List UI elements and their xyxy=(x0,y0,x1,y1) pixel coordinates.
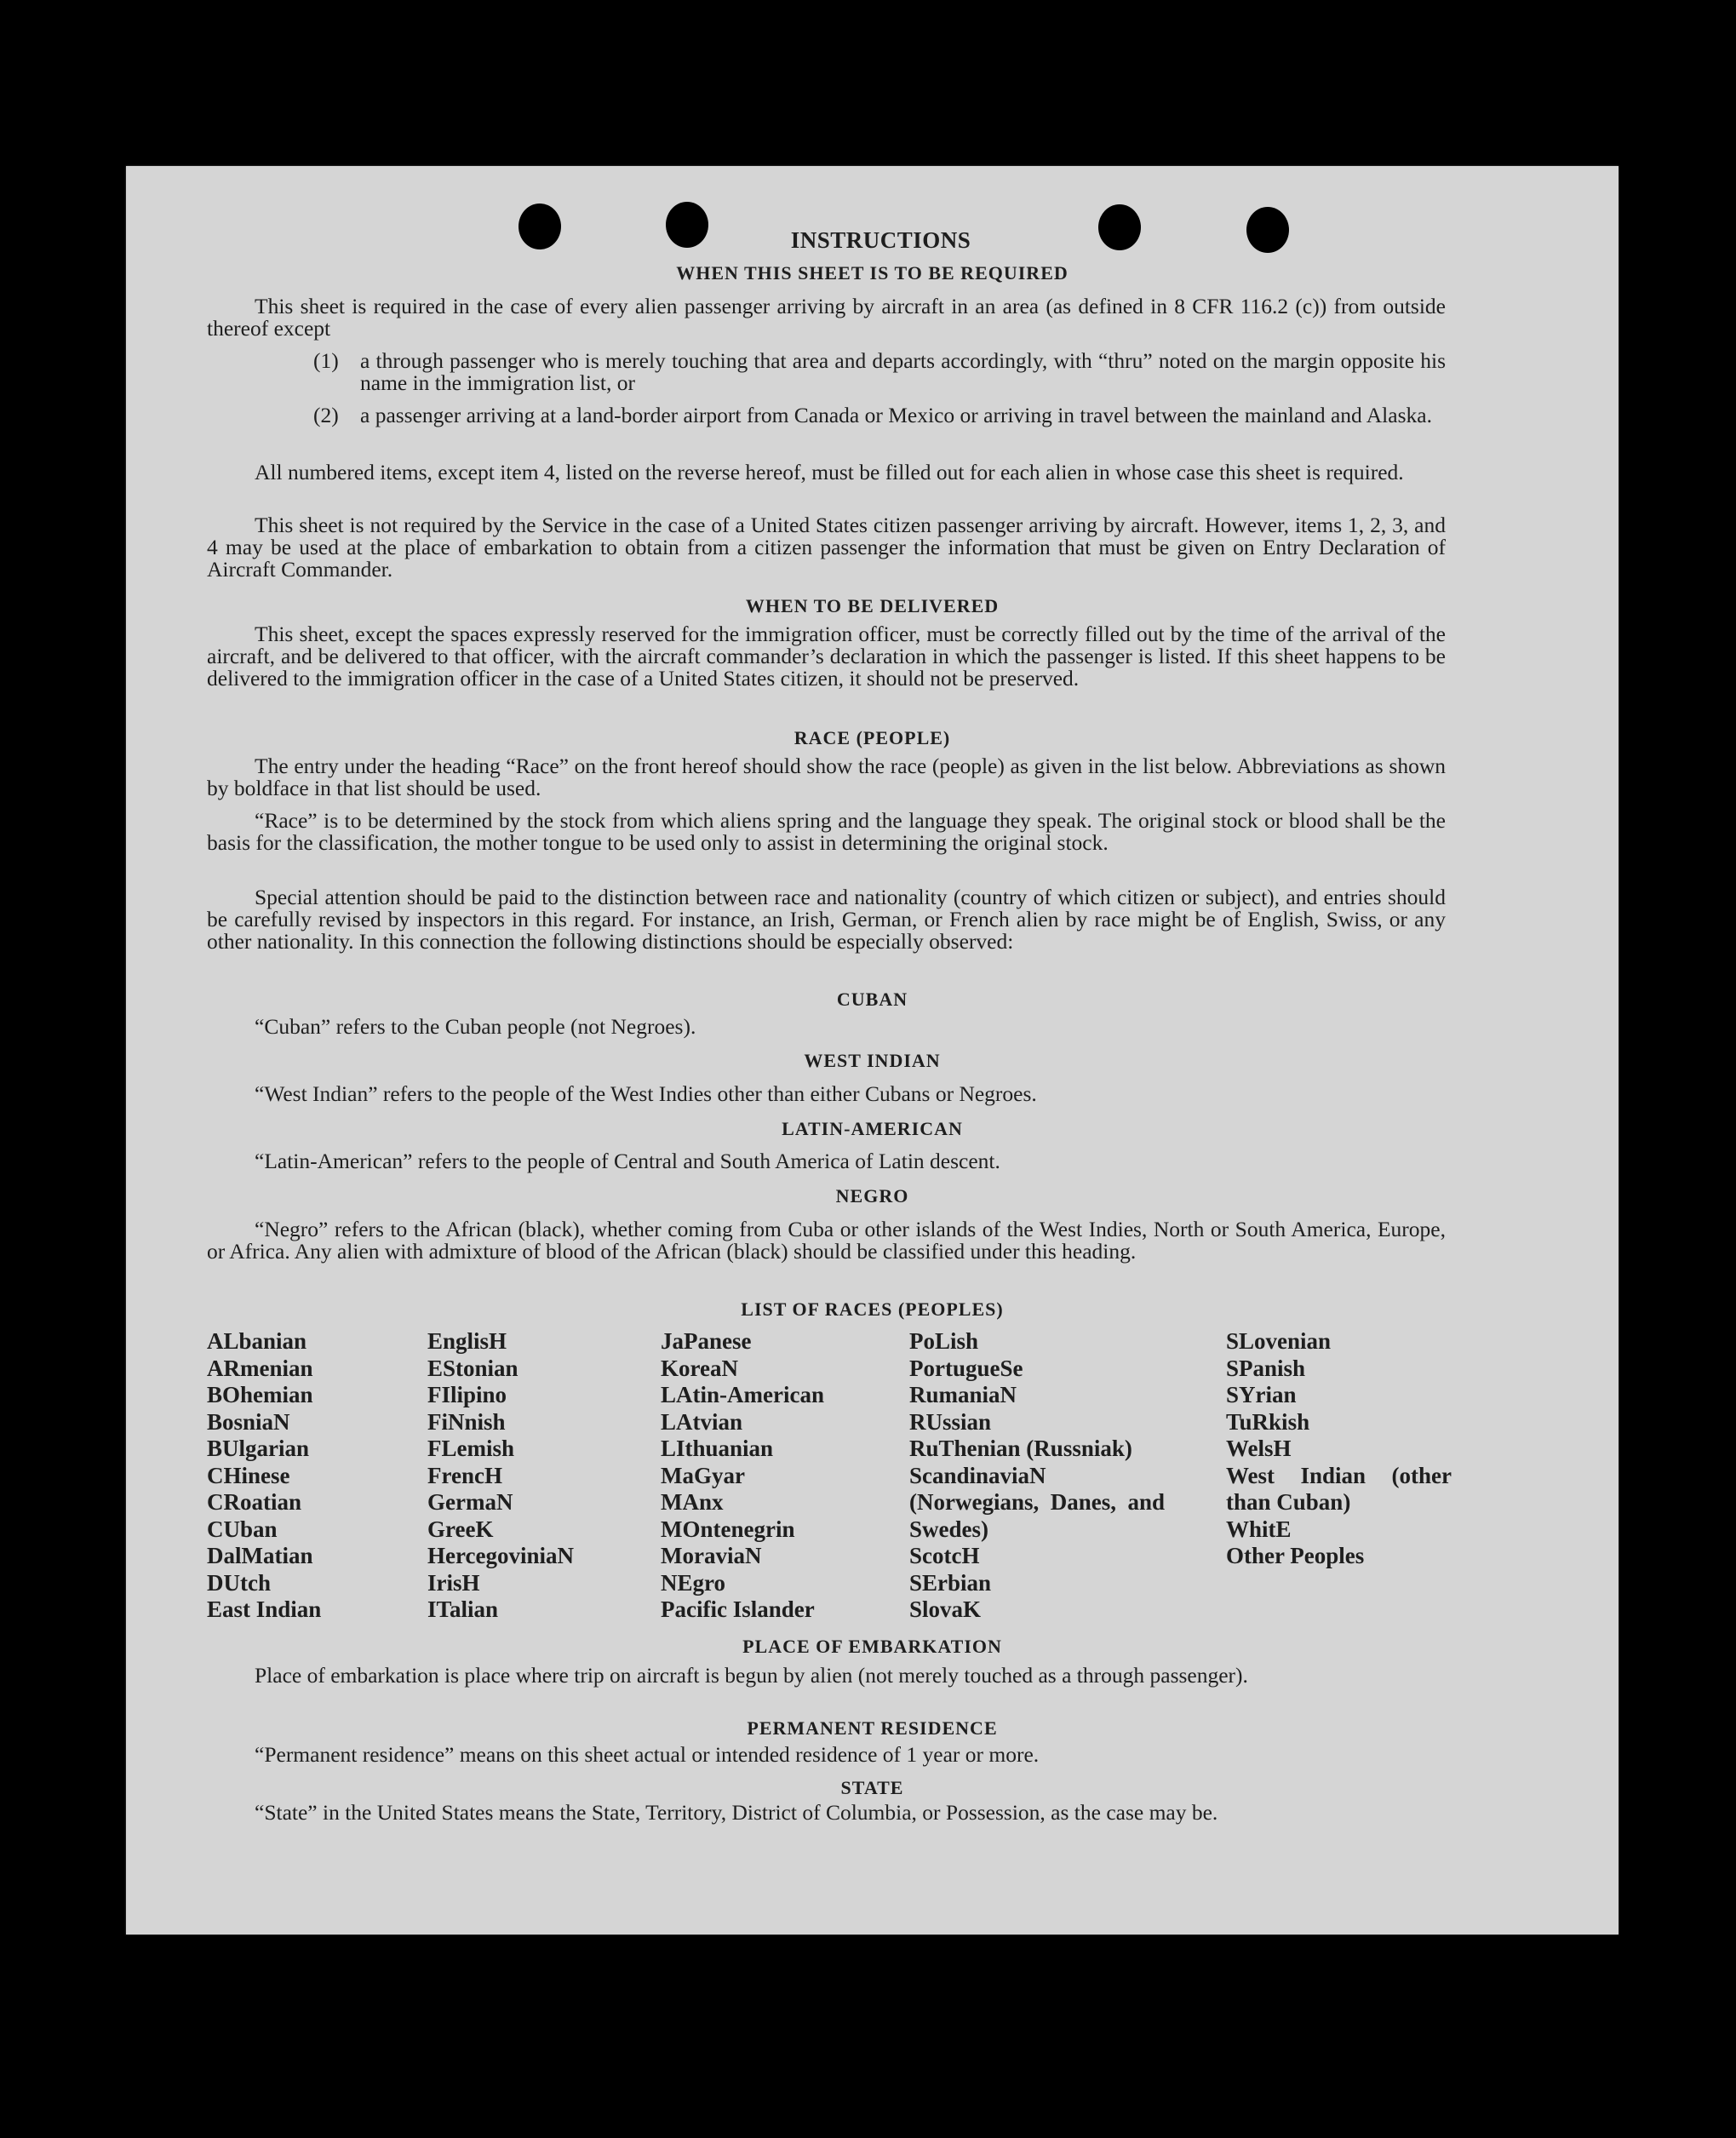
race-item: ScandinaviaN (Norwegians, Danes, and Swedes) xyxy=(909,1462,1165,1542)
race-item: BUlgarian xyxy=(207,1436,310,1461)
paragraph: “West Indian” refers to the people of the West Indies other than either Cubans or Negroes. xyxy=(255,1081,1037,1106)
race-item: SPanish xyxy=(1226,1355,1306,1381)
section-title-west-indian: WEST INDIAN xyxy=(804,1050,941,1071)
section-title-when-delivered: WHEN TO BE DELIVERED xyxy=(745,595,1000,616)
race-item: SErbian xyxy=(909,1569,992,1596)
race-item: LAtin-American xyxy=(661,1382,824,1407)
paragraph: This sheet is required in the case of every alien passenger arriving by aircraft in an area (as defined in 8 CFR 116.2 (c)) from outside thereof except xyxy=(207,294,1446,341)
race-item: BOhemian xyxy=(207,1382,313,1407)
race-item: GreeK xyxy=(427,1516,494,1542)
paragraph: “State” in the United States means the State, Territory, District of Columbia, or Possession, as the case may be. xyxy=(255,1800,1218,1825)
section-title-race: RACE (PEOPLE) xyxy=(794,727,951,748)
list-item-number: (1) xyxy=(313,348,339,373)
race-item: RuThenian (Russniak) xyxy=(909,1436,1132,1461)
race-item: PoLish xyxy=(909,1328,979,1354)
section-title-cuban: CUBAN xyxy=(836,989,908,1010)
list-item-number: (2) xyxy=(313,403,339,427)
race-item: Other Peoples xyxy=(1226,1543,1365,1568)
race-item: ALbanian xyxy=(207,1328,307,1354)
section-title-state: STATE xyxy=(840,1777,904,1798)
race-item: LAtvian xyxy=(661,1408,743,1435)
race-item: WelsH xyxy=(1226,1436,1292,1461)
race-item: SYrian xyxy=(1226,1382,1297,1407)
race-item: EnglisH xyxy=(427,1328,507,1354)
section-title-when-required: WHEN THIS SHEET IS TO BE REQUIRED xyxy=(676,262,1069,284)
race-item: TuRkish xyxy=(1226,1408,1310,1435)
race-item: PortugueSe xyxy=(909,1355,1023,1381)
race-item: DUtch xyxy=(207,1569,271,1596)
race-item: EStonian xyxy=(427,1355,519,1381)
race-item: JaPanese xyxy=(661,1328,752,1354)
race-item: East Indian xyxy=(207,1596,322,1622)
race-item: DalMatian xyxy=(207,1543,313,1568)
race-item: CRoatian xyxy=(207,1489,302,1515)
paragraph: “Negro” refers to the African (black), whether coming from Cuba or other islands of the West Indies, North or South America, Europe, or Africa. Any alien with admixture of blood of the African (black) should be classified under this heading. xyxy=(207,1217,1446,1264)
race-item: CHinese xyxy=(207,1462,290,1488)
paragraph: “Permanent residence” means on this sheet actual or intended residence of 1 year or more. xyxy=(255,1742,1040,1767)
race-item: MaGyar xyxy=(661,1462,745,1488)
list-item: a passenger arriving at a land-border airport from Canada or Mexico or arriving in travel between the mainland and Alaska. xyxy=(360,403,1432,427)
race-item: SLovenian xyxy=(1226,1328,1332,1354)
race-item: GermaN xyxy=(427,1489,513,1515)
race-column-3 xyxy=(661,1328,899,1624)
race-item: West Indian (other than Cuban) xyxy=(1226,1462,1452,1515)
race-item: ScotcH xyxy=(909,1543,980,1568)
section-title-permanent-residence: PERMANENT RESIDENCE xyxy=(747,1717,998,1739)
race-column-4 xyxy=(909,1328,1165,1624)
paragraph: Place of embarkation is place where trip on aircraft is begun by alien (not merely touched as a through passenger). xyxy=(255,1663,1248,1688)
paragraph: “Cuban” refers to the Cuban people (not Negroes). xyxy=(255,1014,696,1039)
race-item: Pacific Islander xyxy=(661,1596,815,1622)
paragraph: This sheet is not required by the Service in the case of a United States citizen passenger arriving by aircraft. However, items 1, 2, 3, and 4 may be used at the place of embarkation to obtain from a citizen passenger the information that must be given on Entry Declaration of Aircraft Commander. xyxy=(207,513,1446,582)
paragraph: This sheet, except the spaces expressly reserved for the immigration officer, must be correctly filled out by the time of the arrival of the aircraft, and be delivered to that officer, with the aircraft commander’s declaration in which the passenger is listed. If this sheet happens to be delivered to the immigration officer in the case of a United States citizen, it should not be preserved. xyxy=(207,622,1446,691)
page-title: INSTRUCTIONS xyxy=(790,227,971,253)
race-item: FIlipino xyxy=(427,1382,507,1407)
race-item: HercegoviniaN xyxy=(427,1543,574,1568)
document-page xyxy=(126,166,1619,1935)
race-item: LIthuanian xyxy=(661,1436,774,1461)
race-item: BosniaN xyxy=(207,1408,290,1435)
section-title-embarkation: PLACE OF EMBARKATION xyxy=(742,1636,1002,1657)
race-item: IrisH xyxy=(427,1569,480,1596)
race-item: FrencH xyxy=(427,1462,502,1488)
race-item: ARmenian xyxy=(207,1355,313,1381)
race-column-5 xyxy=(1226,1328,1452,1570)
race-item: KoreaN xyxy=(661,1355,738,1381)
paragraph: Special attention should be paid to the distinction between race and nationality (country of which citizen or subject), and entries should be carefully revised by inspectors in this regard. For instance, an Irish, German, or French alien by race might be of English, Swiss, or any other nationality. In this connection the following distinctions should be especially observed: xyxy=(207,885,1446,954)
race-column-2 xyxy=(427,1328,649,1624)
paragraph: All numbered items, except item 4, listed on the reverse hereof, must be filled out for each alien in whose case this sheet is required. xyxy=(255,460,1404,484)
race-item: SlovaK xyxy=(909,1596,982,1622)
race-item: NEgro xyxy=(661,1569,726,1596)
list-item: a through passenger who is merely touching that area and departs accordingly, with “thru” noted on the margin opposite his name in the immigration list, or xyxy=(360,348,1446,395)
paragraph: “Latin-American” refers to the people of Central and South America of Latin descent. xyxy=(255,1149,1000,1173)
race-item: WhitE xyxy=(1226,1516,1292,1542)
paragraph: “Race” is to be determined by the stock from which aliens spring and the language they speak. The original stock or blood shall be the basis for the classification, the mother tongue to be used only to assist in determining the original stock. xyxy=(207,808,1446,855)
section-title-negro: NEGRO xyxy=(835,1185,909,1207)
race-item: RUssian xyxy=(909,1408,992,1435)
race-item: FiNnish xyxy=(427,1408,506,1435)
race-column-1 xyxy=(207,1328,403,1624)
race-item: MoraviaN xyxy=(661,1543,762,1568)
paragraph: The entry under the heading “Race” on the front hereof should show the race (people) as given in the list below. Abbreviations as shown by boldface in that list should be used. xyxy=(207,754,1446,800)
race-item: ITalian xyxy=(427,1596,499,1622)
race-item: FLemish xyxy=(427,1436,515,1461)
section-title-latin-american: LATIN-AMERICAN xyxy=(782,1118,963,1139)
race-item: CUban xyxy=(207,1516,278,1542)
race-item: MAnx xyxy=(661,1489,724,1515)
race-item: RumaniaN xyxy=(909,1382,1017,1407)
section-title-list-of-races: LIST OF RACES (PEOPLES) xyxy=(741,1298,1004,1320)
race-item: MOntenegrin xyxy=(661,1516,795,1542)
